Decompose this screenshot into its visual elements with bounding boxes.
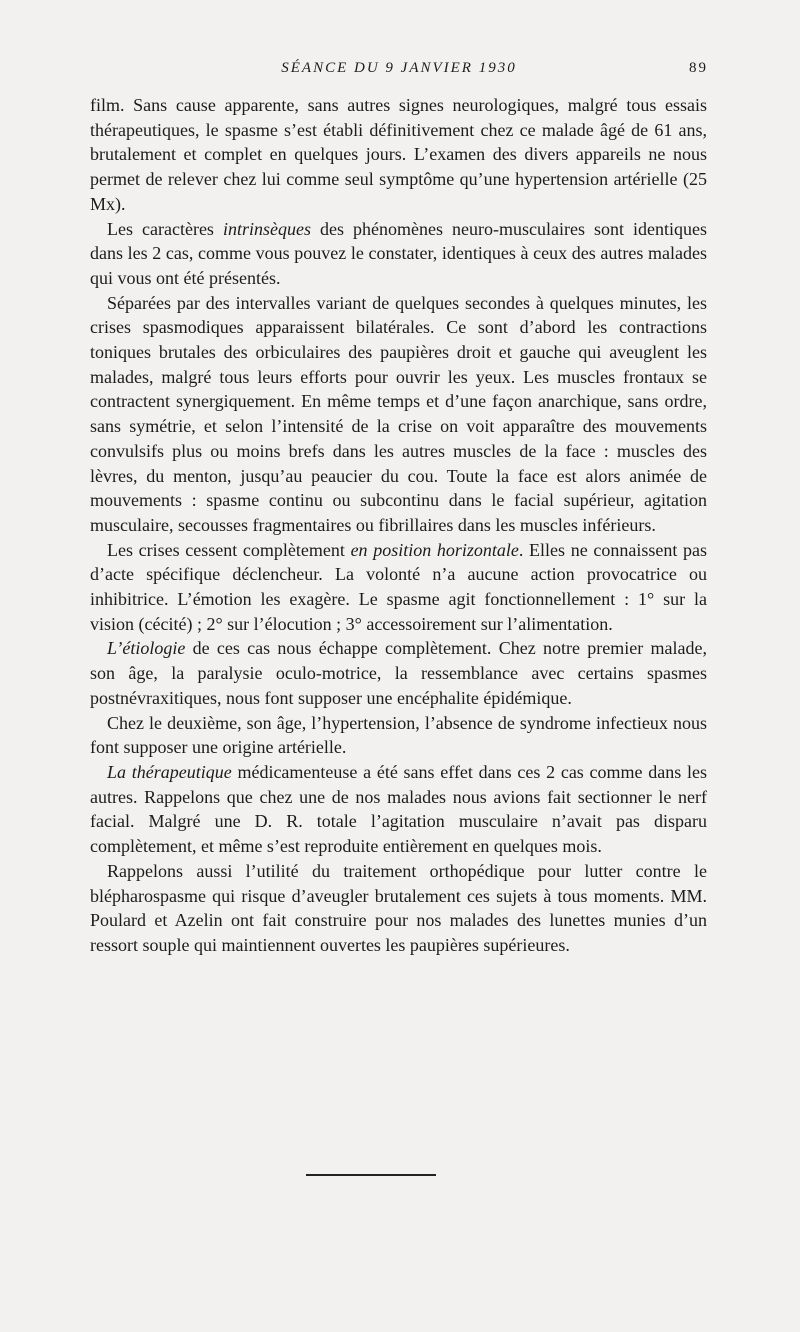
page-number: 89 xyxy=(689,60,708,76)
paragraph-therapeutics: La thérapeutique médicamenteuse a été sans effet dans ces 2 cas comme dans les autres. Rappelons que chez une de nos malades nous avions fait sectionner le nerf facial. Malgré une D. R. totale l’agitation musculaire n’avait pas disparu complètement, et même s’est reproduite entièrement en quelques mois. xyxy=(90,761,707,857)
running-title: SÉANCE DU 9 JANVIER 1930 xyxy=(281,60,517,76)
emphasis-etiologie: L’étiologie xyxy=(107,638,186,659)
end-rule xyxy=(306,1174,436,1176)
paragraph-second-case: Chez le deuxième, son âge, l’hypertension, l’absence de syndrome infectieux nous font supposer une origine artérielle. xyxy=(90,712,707,758)
paragraph-continuation: film. Sans cause apparente, sans autres signes neurologiques, malgré tous essais thérapeutiques, le spasme s’est établi définitivement chez ce malade âgé de 61 ans, brutalement et complet en quelques jours. L’examen des divers appareils ne nous permet de relever chez lui comme seul symptôme qu’une hypertension artérielle (25 Mx). xyxy=(90,95,707,214)
paragraph-orthopedic-treatment: Rappelons aussi l’utilité du traitement orthopédique pour lutter contre le blépharospasme qui risque d’aveugler brutalement ces sujets à tous moments. MM. Poulard et Azelin ont fait construire pour nos malades des lunettes munies d’un ressort souple qui maintiennent ouvertes les paupières supérieures. xyxy=(90,860,707,955)
body-text xyxy=(90,93,707,958)
page-header xyxy=(90,60,708,84)
paragraph-etiology: L’étiologie de ces cas nous échappe complètement. Chez notre premier malade, son âge, la paralysie oculo-motrice, la ressemblance avec certains spasmes postnévraxitiques, nous font supposer une encéphalite épidémique. xyxy=(90,638,707,708)
emphasis-therapeutique: La thérapeutique xyxy=(107,761,232,782)
paragraph-intrinsic-characters: Les caractères intrinsèques des phénomènes neuro-musculaires sont identiques dans les 2 cas, comme vous pouvez le constater, identiques à ceux des autres malades qui vous ont été présentés. xyxy=(90,218,707,288)
emphasis-position-horizontale: en position horizontale xyxy=(350,539,519,560)
paragraph-crises-description: Séparées par des intervalles variant de quelques secondes à quelques minutes, les crises spasmodiques apparaissent bilatérales. Ce sont d’abord les contractions toniques brutales des orbiculaires des paupières droit et gauche qui aveuglent les malades, malgré tous leurs efforts pour ouvrir les yeux. Les muscles frontaux se contractent synergiquement. En même temps et d’une façon anarchique, sans ordre, sans symétrie, et selon l’intensité de la crise on voit apparaître des mouvements convulsifs plus ou moins brefs dans les autres muscles de la face : muscles des lèvres, du menton, jusqu’au peaucier du cou. Toute la face est alors animée de mouvements : spasme continu ou subcontinu dans le facial supérieur, agitation musculaire, secousses fragmentaires ou fibrillaires dans les muscles inférieurs. xyxy=(90,292,707,535)
paragraph-crises-cessation: Les crises cessent complètement en position horizontale. Elles ne connaissent pas d’acte spécifique déclencheur. La volonté n’a aucune action provocatrice ou inhibitrice. L’émotion les exagère. Le spasme agit fonctionnellement : 1° sur la vision (cécité) ; 2° sur l’élocution ; 3° accessoirement sur l’alimentation. xyxy=(90,539,707,634)
emphasis-intrinseques: intrinsèques xyxy=(222,218,311,239)
